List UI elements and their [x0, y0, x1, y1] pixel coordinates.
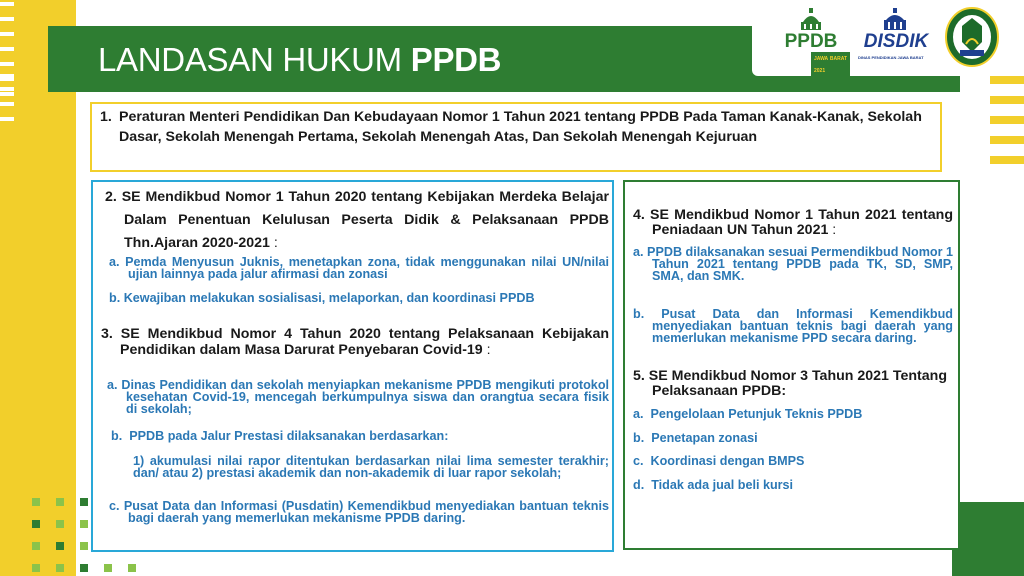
page-title: LANDASAN HUKUM PPDB — [98, 41, 502, 78]
regulation-1-text: Peraturan Menteri Pendidikan Dan Kebudayaan Nomor 1 Tahun 2021 tentang PPDB Pada Taman Kanak-Kanak, Sekolah Dasar, Sekolah Menengah Pertama, Sekolah Menengah Atas, Dan Sekolah Menengah Kejuruan — [119, 109, 922, 145]
regulation-3-point-b-detail: 1) akumulasi nilai rapor ditentukan berdasarkan nilai lima semester terakhir; dan/ atau 2) prestasi akademik dan non-akademik di luar rapor sekolah; — [133, 454, 609, 480]
mosque-icon — [798, 8, 824, 34]
regulation-2-point-a: a. Pemda Menyusun Juknis, menetapkan zona, tidak menggunakan nilai UN/nilai ujian lainnya pada jalur afirmasi dan zonasi — [109, 255, 609, 281]
regulation-3-heading: 3. SE Mendikbud Nomor 4 Tahun 2020 tentang Pelaksanaan Kebijakan Pendidikan dalam Masa Darurat Penyebaran Covid-19 : — [101, 326, 609, 358]
regulation-5-point-d: d. Tidak ada jual beli kursi — [633, 478, 794, 492]
regulation-box-3 — [623, 180, 960, 550]
regulation-3-point-a: a. Dinas Pendidikan dan sekolah menyiapkan mekanisme PPDB mengikuti protokol kesehatan Covid-19, mencegah berkumpulnya siswa dan orangtua secara fisik di sekolah; — [107, 378, 610, 416]
ppdb-logo-title: PPDB — [784, 31, 838, 52]
regulation-box-1 — [90, 102, 942, 172]
regulation-4-heading: 4. SE Mendikbud Nomor 1 Tahun 2021 tentang Peniadaan UN Tahun 2021 : — [633, 207, 953, 238]
west-java-crest-icon — [944, 6, 1000, 68]
regulation-1-number: 1. — [100, 109, 112, 125]
ppdb-logo — [772, 6, 850, 74]
disdik-logo-title: DISDIK — [863, 31, 929, 52]
regulation-3-point-c: c. Pusat Data dan Informasi (Pusdatin) Kemendikbud menyediakan bantuan teknis bagi daerah yang memerlukan mekanisme PPDB daring. — [109, 499, 609, 525]
regulation-3-point-b: b. PPDB pada Jalur Prestasi dilaksanakan berdasarkan: — [111, 429, 449, 443]
disdik-logo-subtitle: DINAS PENDIDIKAN JAWA BARAT — [858, 55, 924, 60]
regulation-box-2 — [91, 180, 614, 552]
regulation-2-heading: 2. SE Mendikbud Nomor 1 Tahun 2020 tentang Kebijakan Merdeka Belajar Dalam Penentuan Kelulusan Peserta Didik & Pelaksanaan PPDB Thn.Ajaran 2020-2021 : — [105, 189, 609, 251]
left-stripe-decoration-2 — [0, 74, 14, 132]
regulation-4-point-a: a. PPDB dilaksanakan sesuai Permendikbud Nomor 1 Tahun 2021 tentang PPDB pada TK, SD, SMP, SMA, dan SMK. — [633, 245, 954, 283]
regulation-5-point-c: c. Koordinasi dengan BMPS — [633, 454, 805, 468]
regulation-2-point-b: b. Kewajiban melakukan sosialisasi, melaporkan, dan koordinasi PPDB — [109, 291, 535, 305]
building-icon — [880, 8, 910, 34]
regulation-4-point-b: b. Pusat Data dan Informasi Kemendikbud menyediakan bantuan teknis bagi daerah yang memerlukan mekanisme PPD secara daring. — [633, 307, 954, 345]
regulation-5-point-b: b. Penetapan zonasi — [633, 431, 758, 445]
right-green-block — [952, 502, 1024, 576]
disdik-logo — [858, 6, 934, 66]
ppdb-logo-subtitle: JAWA BARAT 2021 — [811, 52, 850, 78]
right-stripe-decoration — [990, 76, 1024, 176]
regulation-5-point-a: a. Pengelolaan Petunjuk Teknis PPDB — [633, 407, 863, 421]
regulation-5-heading: 5. SE Mendikbud Nomor 3 Tahun 2021 Tentang Pelaksanaan PPDB: — [633, 368, 948, 399]
regulation-1 — [100, 108, 930, 147]
